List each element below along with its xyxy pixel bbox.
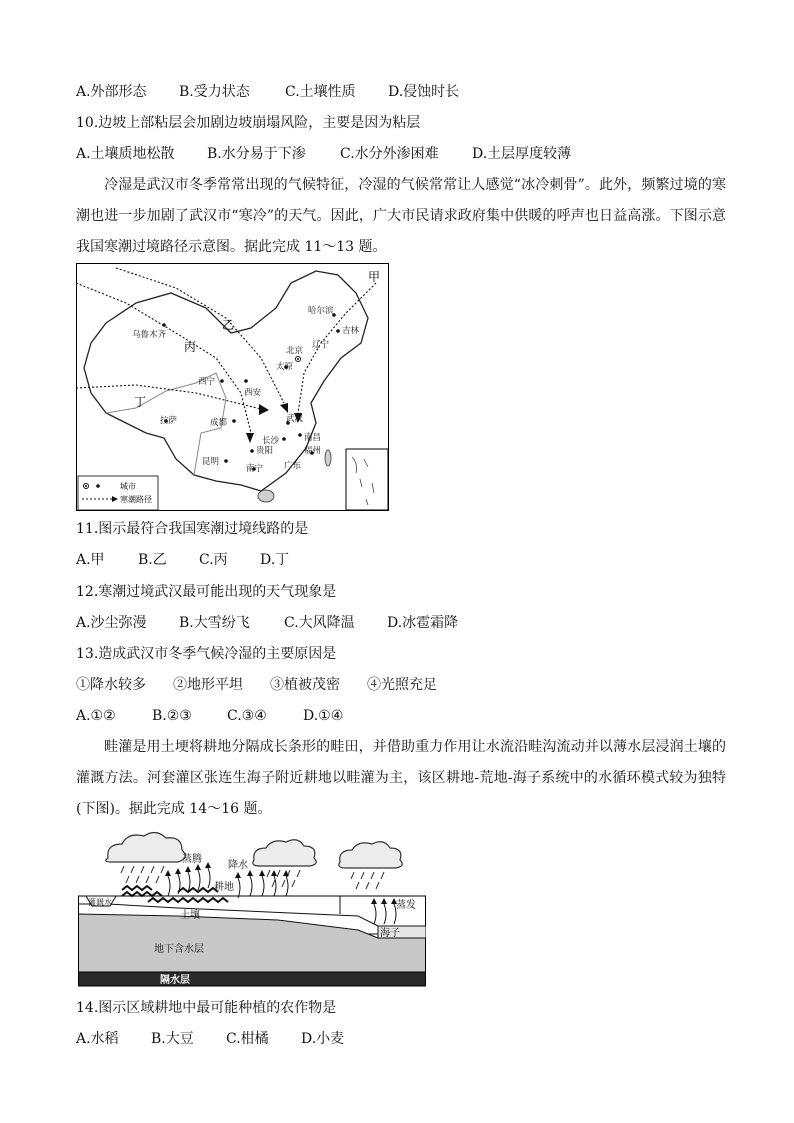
q13-choice-3: ③植被茂密 bbox=[270, 677, 340, 693]
label-lake: 海子 bbox=[380, 928, 400, 939]
city-wuhan: 武汉 bbox=[286, 414, 304, 424]
city-beijing: 北京 bbox=[286, 346, 304, 356]
route-label-ding: 丁 bbox=[134, 395, 147, 409]
q10-option-c[interactable]: C.水分外渗困难 bbox=[340, 146, 439, 162]
legend-city-label: 城市 bbox=[120, 482, 136, 491]
q13-option-c[interactable]: C.③④ bbox=[227, 708, 267, 724]
city-xining: 西宁 bbox=[198, 377, 216, 387]
q9-option-b[interactable]: B.受力状态 bbox=[179, 84, 250, 100]
q11-stem: 11.图示最符合我国寒潮过境线路的是 bbox=[76, 521, 309, 537]
q12-option-b[interactable]: B.大雪纷飞 bbox=[179, 615, 250, 631]
cloud-right bbox=[339, 842, 402, 868]
q10-option-b[interactable]: B.水分易于下渗 bbox=[207, 146, 306, 162]
q9-options bbox=[76, 82, 459, 102]
city-kunming: 昆明 bbox=[202, 457, 220, 467]
label-soil: 土壤 bbox=[180, 910, 200, 921]
hainan-island bbox=[258, 490, 274, 502]
q13-option-b[interactable]: B.②③ bbox=[152, 708, 192, 724]
city-chengdu: 成都 bbox=[210, 418, 228, 428]
q12-option-a[interactable]: A.沙尘弥漫 bbox=[76, 615, 147, 631]
q13-choice-1: ①降水较多 bbox=[76, 677, 146, 693]
city-taiyuan: 太原 bbox=[276, 362, 294, 372]
taiwan-island bbox=[325, 450, 331, 466]
city-liaoning: 辽宁 bbox=[312, 340, 330, 350]
city-guiyang: 贵阳 bbox=[256, 446, 274, 456]
route-label-yi: 乙 bbox=[222, 318, 235, 332]
city-jilin: 吉林 bbox=[342, 326, 360, 336]
city-fuzhou: 福州 bbox=[304, 446, 322, 456]
passage-border-irrigation bbox=[76, 732, 726, 825]
q11-option-b[interactable]: B.乙 bbox=[138, 552, 167, 568]
route-label-bing: 丙 bbox=[184, 340, 197, 354]
cold-wave-route-map bbox=[76, 263, 390, 512]
q11-option-a[interactable]: A.甲 bbox=[76, 552, 105, 568]
q13-choice-2: ②地形平坦 bbox=[173, 677, 243, 693]
q14-option-b[interactable]: B.大豆 bbox=[151, 1031, 194, 1047]
q11-option-c[interactable]: C.丙 bbox=[199, 552, 228, 568]
city-nanning: 南宁 bbox=[246, 464, 264, 474]
label-farmland: 耕地 bbox=[214, 882, 234, 893]
q14-option-d[interactable]: D.小麦 bbox=[301, 1031, 345, 1047]
q14-option-c[interactable]: C.柑橘 bbox=[226, 1031, 269, 1047]
q9-option-c[interactable]: C.土壤性质 bbox=[285, 84, 356, 100]
q13-stem: 13.造成武汉市冬季气候冷湿的主要原因是 bbox=[76, 646, 337, 662]
city-urumqi: 乌鲁木齐 bbox=[132, 330, 167, 340]
q14-option-a[interactable]: A.水稻 bbox=[76, 1031, 119, 1047]
passage-cold-wave bbox=[76, 170, 726, 263]
q13-choice-4: ④光照充足 bbox=[367, 677, 437, 693]
q14-options bbox=[76, 1029, 344, 1049]
label-irrigation-water: 灌溉水 bbox=[88, 898, 112, 907]
city-xian: 西安 bbox=[244, 388, 262, 398]
label-evaporation-lake: 蒸发 bbox=[396, 900, 416, 911]
q10-stem: 10.边坡上部粘层会加剧边坡崩塌风险，主要是因为粘层 bbox=[76, 115, 421, 131]
province-guangdong: 广东 bbox=[284, 461, 302, 471]
aquiclude-layer bbox=[78, 972, 426, 986]
q10-options bbox=[76, 144, 571, 164]
q10-option-d[interactable]: D.土层厚度较薄 bbox=[472, 146, 572, 162]
legend-route-label: 寒潮路径 bbox=[120, 495, 152, 504]
passage-border-irrigation-text: 畦灌是用土埂将耕地分隔成长条形的畦田，并借助重力作用让水流沿畦沟流动并以薄水层浸润土壤的灌溉方法。河套灌区张连生海子附近耕地以畦灌为主，该区耕地-荒地-海子系统中的水循环模式较为独特(下图)。据此完成 14～16 题。 bbox=[76, 739, 726, 817]
passage-cold-wave-text: 冷湿是武汉市冬季常常出现的气候特征，冷湿的气候常常让人感觉“冰冷刺骨”。此外，频繁过境的寒潮也进一步加剧了武汉市“寒冷”的天气。因此，广大市民请求政府集中供暖的呼声也日益高涨。下图示意我国寒潮过境路径示意图。据此完成 11～13 题。 bbox=[76, 177, 726, 255]
q13-option-d[interactable]: D.①④ bbox=[303, 708, 344, 724]
cloud-middle bbox=[253, 840, 316, 866]
q9-option-a[interactable]: A.外部形态 bbox=[76, 84, 147, 100]
q11-options bbox=[76, 550, 289, 570]
cloud-left bbox=[106, 832, 185, 862]
q13-options bbox=[76, 706, 343, 726]
label-precipitation: 降水 bbox=[228, 860, 248, 871]
q10-option-a[interactable]: A.土壤质地松散 bbox=[76, 146, 175, 162]
q9-option-d[interactable]: D.侵蚀时长 bbox=[388, 84, 460, 100]
city-harbin: 哈尔滨 bbox=[308, 306, 334, 316]
label-evaporation-crops: 蒸腾 bbox=[182, 854, 202, 865]
q13-option-a[interactable]: A.①② bbox=[76, 708, 116, 724]
q11-option-d[interactable]: D.丁 bbox=[260, 552, 290, 568]
route-label-jia: 甲 bbox=[368, 270, 381, 284]
city-lhasa: 拉萨 bbox=[160, 416, 178, 426]
label-aquifer: 地下含水层 bbox=[154, 944, 204, 955]
q12-option-c[interactable]: C.大风降温 bbox=[284, 615, 355, 631]
q12-stem: 12.寒潮过境武汉最可能出现的天气现象是 bbox=[76, 584, 337, 600]
q12-options bbox=[76, 613, 458, 633]
label-aquiclude: 隔水层 bbox=[160, 975, 190, 986]
water-cycle-diagram bbox=[78, 826, 426, 988]
map-legend bbox=[78, 476, 158, 510]
q14-stem: 14.图示区域耕地中最可能种植的农作物是 bbox=[76, 1000, 337, 1016]
city-changsha: 长沙 bbox=[262, 436, 280, 446]
aquifer-layer bbox=[78, 914, 426, 972]
q13-choices bbox=[76, 675, 437, 695]
q12-option-d[interactable]: D.冰雹霜降 bbox=[387, 615, 459, 631]
city-nanchang: 南昌 bbox=[304, 433, 322, 443]
